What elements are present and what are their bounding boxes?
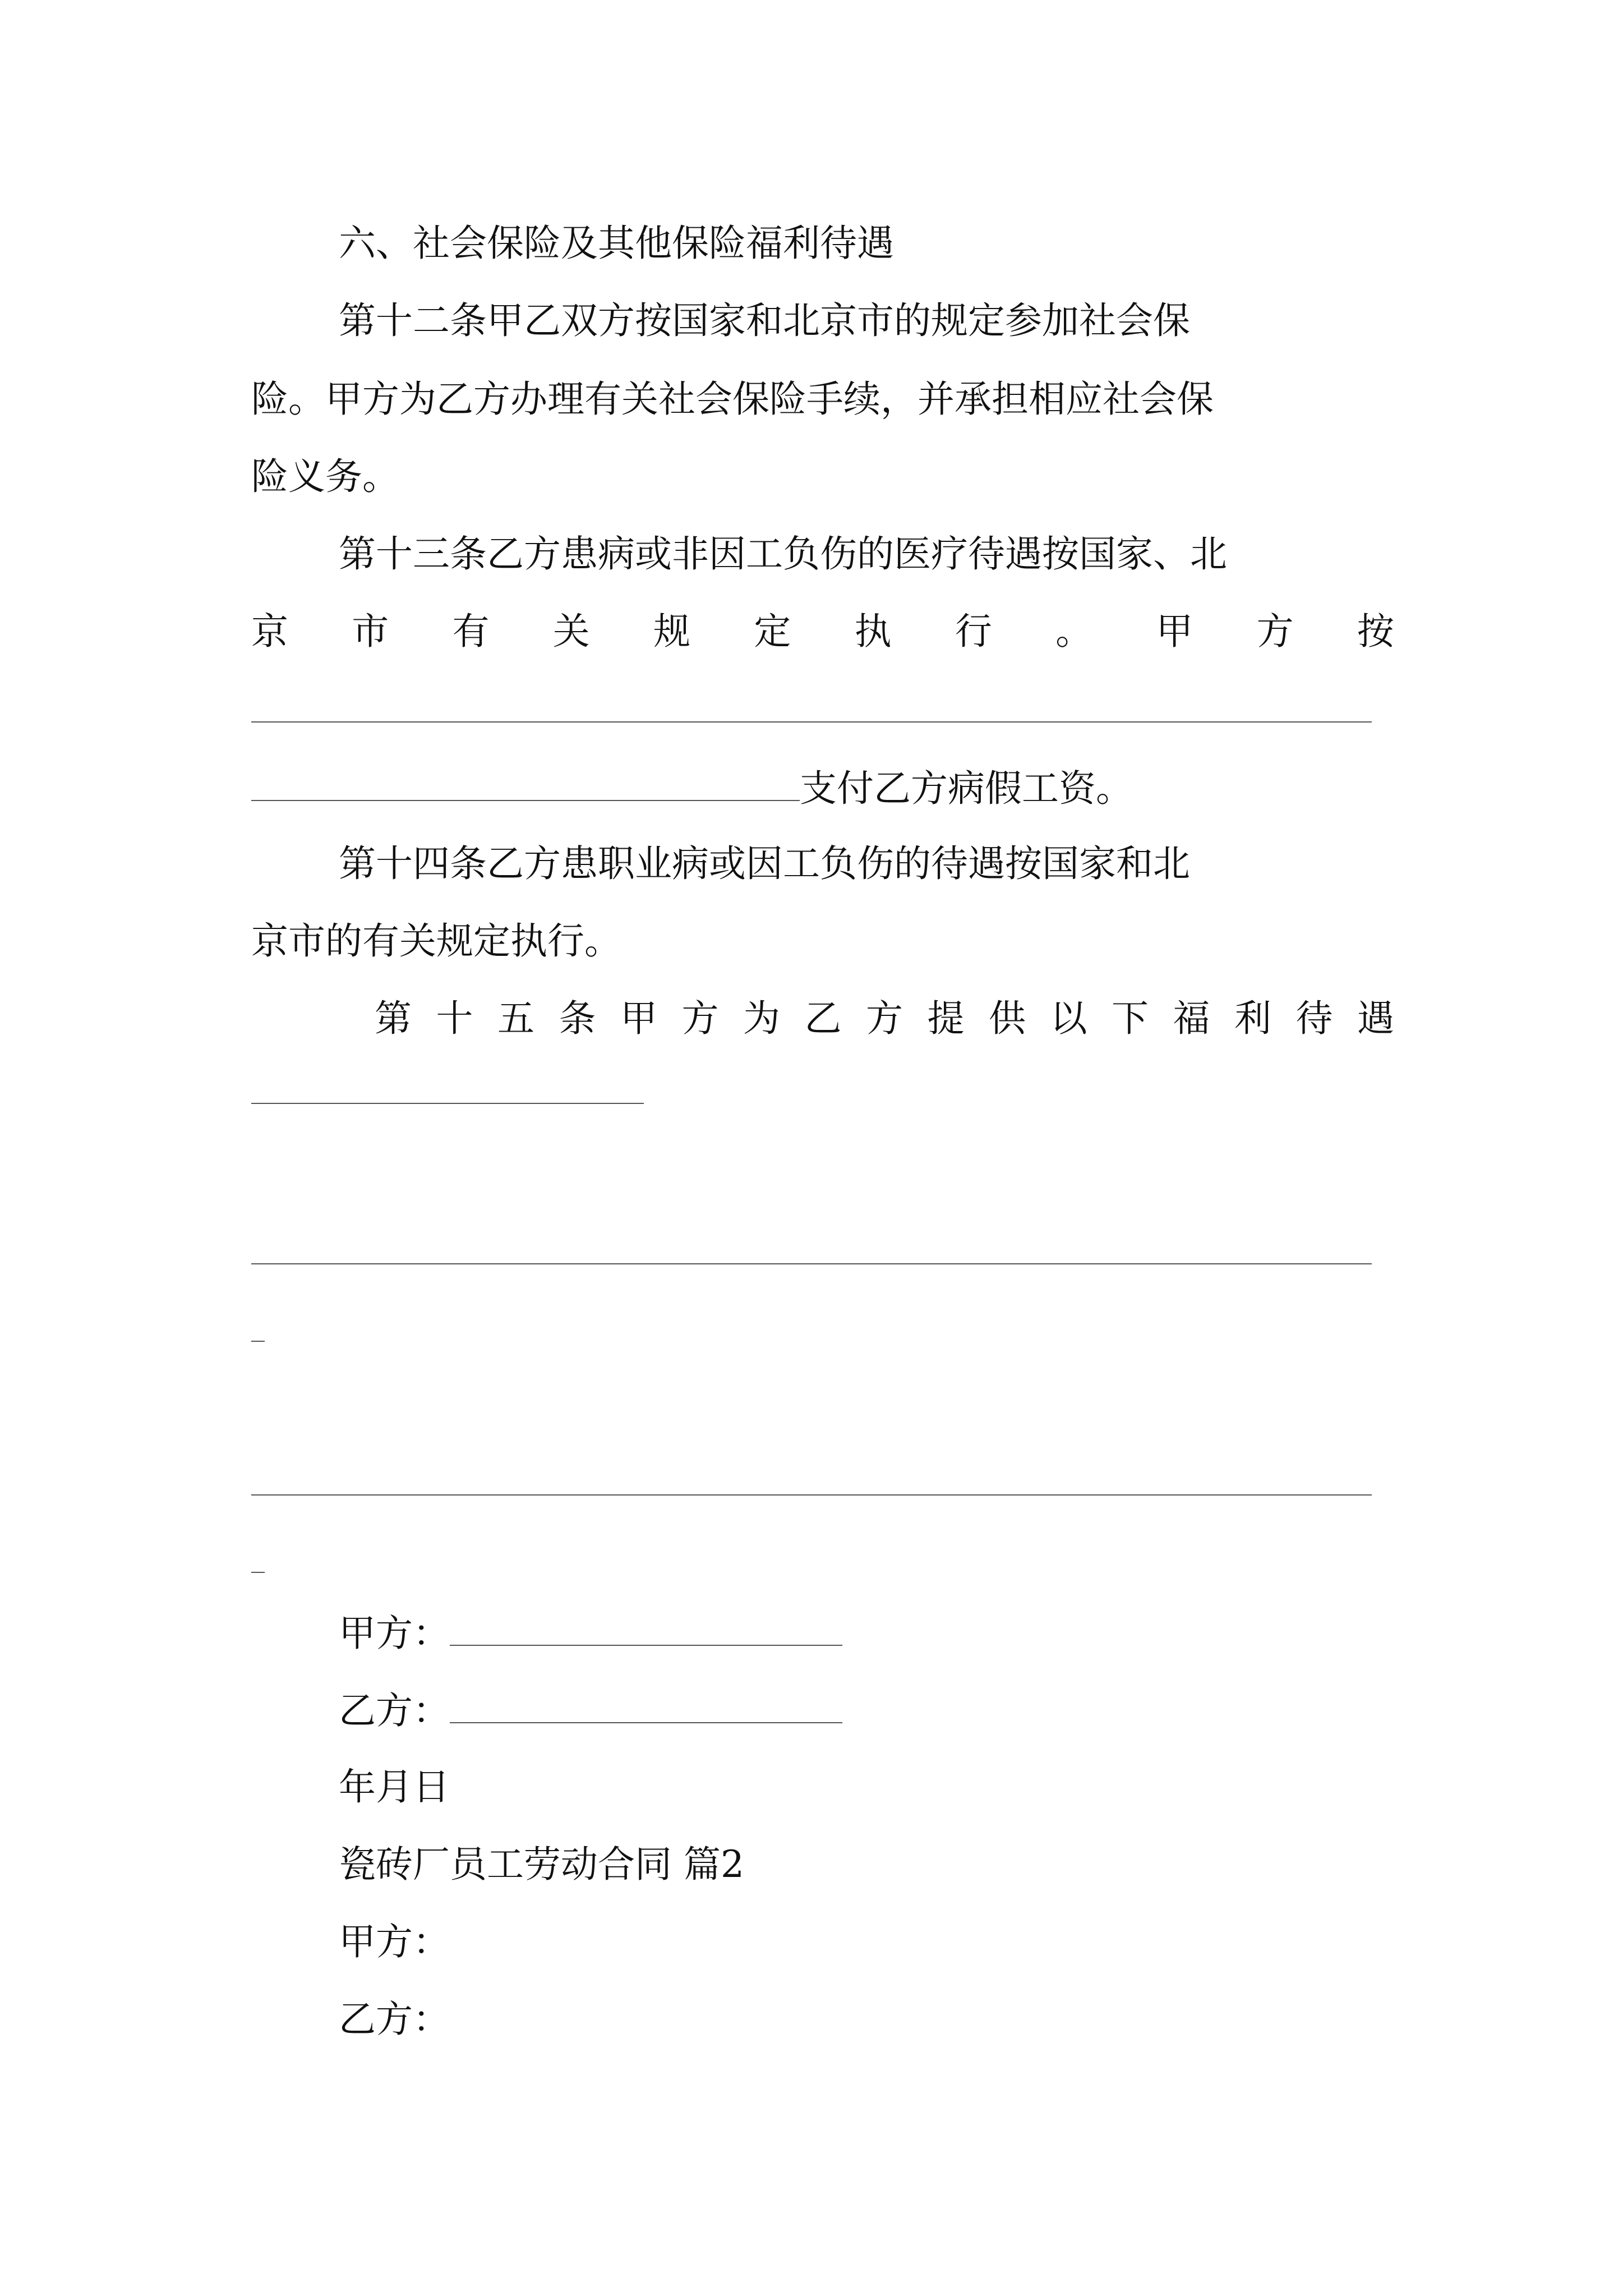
article-13-spread-char: 执	[854, 610, 892, 653]
section-heading: 六、社会保险及其他保险福利待遇	[339, 222, 894, 265]
party-b-label: 乙方：	[339, 1689, 450, 1732]
party-b-signature-line	[339, 1687, 842, 1733]
article-13-spread-char: 有	[452, 610, 490, 653]
article-15-spread-char: 下	[1112, 997, 1149, 1040]
article-15-spread-char: 供	[989, 997, 1026, 1040]
party-a-label-2: 甲方：	[339, 1920, 450, 1963]
blank-fill-line-end	[251, 1341, 265, 1342]
article-13-spread-char: 按	[1357, 610, 1394, 653]
party-b-blank	[450, 1687, 842, 1723]
article-13-spread-char: 。	[1055, 610, 1093, 653]
article-14-line-1: 第十四条乙方患职业病或因工负伤的待遇按国家和北	[339, 842, 1190, 885]
article-15-spread-char: 条	[559, 997, 596, 1040]
article-15-spread-char: 十	[436, 997, 473, 1040]
article-15-spread-char: 方	[681, 997, 719, 1040]
article-13-line-1: 第十三条乙方患病或非因工负伤的医疗待遇按国家、北	[339, 532, 1227, 576]
blank-fill-line	[251, 1103, 644, 1104]
blank-fill-line	[251, 765, 800, 801]
article-15-spread-char: 乙	[804, 997, 842, 1040]
article-15-spread-char: 五	[497, 997, 534, 1040]
date-line: 年月日	[339, 1765, 450, 1809]
article-13-spread-char: 定	[754, 610, 791, 653]
next-contract-title: 瓷砖厂员工劳动合同 篇2	[339, 1843, 744, 1886]
article-15-line-1	[375, 996, 1394, 1041]
article-15-spread-char: 提	[927, 997, 965, 1040]
article-12-line-3: 险义务。	[251, 455, 399, 498]
blank-fill-line	[251, 1263, 1372, 1264]
article-15-spread-char: 待	[1295, 997, 1333, 1040]
article-13-line-4-text: 支付乙方病假工资。	[800, 767, 1133, 810]
party-b-label-2: 乙方：	[339, 1998, 450, 2041]
article-15-spread-char: 甲	[620, 997, 657, 1040]
article-15-spread-char: 遇	[1357, 997, 1394, 1040]
article-12-line-2: 险。甲方为乙方办理有关社会保险手续，并承担相应社会保	[251, 378, 1214, 421]
article-13-spread-char: 行	[955, 610, 992, 653]
article-15-spread-char: 福	[1173, 997, 1210, 1040]
article-13-spread-char: 关	[552, 610, 590, 653]
article-13-spread-char: 京	[251, 610, 288, 653]
article-13-spread-char: 规	[653, 610, 691, 653]
article-13-spread-char: 甲	[1156, 610, 1193, 653]
party-a-blank	[450, 1610, 842, 1646]
article-14-line-2: 京市的有关规定执行。	[251, 919, 621, 963]
article-13-line-2	[251, 609, 1394, 654]
article-15-spread-char: 利	[1234, 997, 1271, 1040]
party-a-label: 甲方：	[339, 1612, 450, 1655]
article-15-spread-char: 以	[1050, 997, 1087, 1040]
blank-fill-line	[251, 1494, 1372, 1496]
article-13-spread-char: 市	[352, 610, 389, 653]
blank-fill-line	[251, 721, 1372, 723]
article-15-spread-char: 第	[375, 997, 412, 1040]
party-a-signature-line	[339, 1610, 842, 1656]
article-13-spread-char: 方	[1256, 610, 1294, 653]
article-15-spread-char: 方	[866, 997, 903, 1040]
article-12-line-1: 第十二条甲乙双方按国家和北京市的规定参加社会保	[339, 299, 1190, 342]
article-15-spread-char: 为	[743, 997, 780, 1040]
article-13-line-4	[251, 765, 1133, 811]
blank-fill-line-end	[251, 1572, 265, 1573]
